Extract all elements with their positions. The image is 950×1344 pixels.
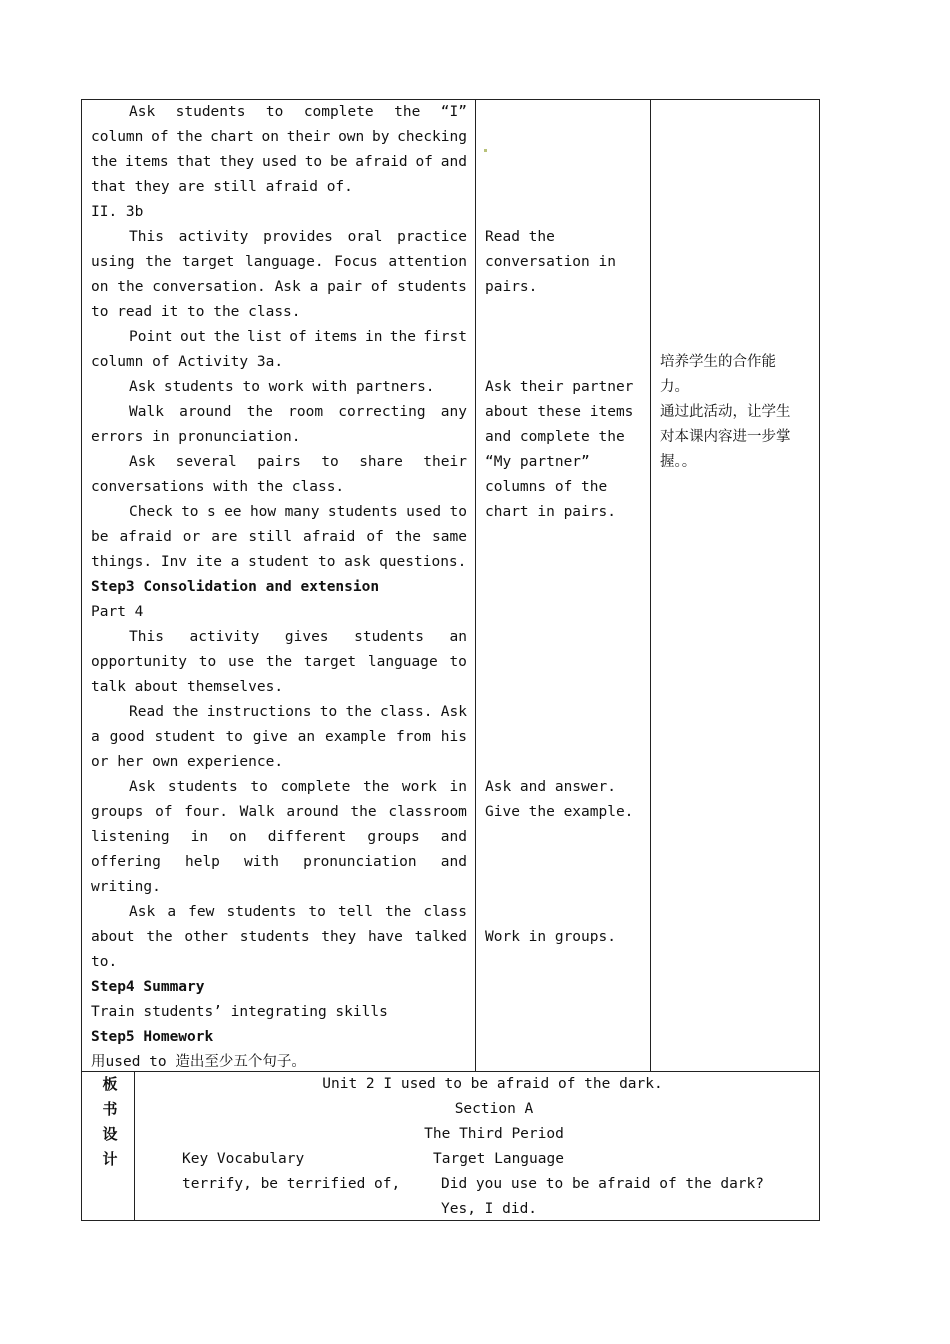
step5-heading: Step5 Homework: [91, 1029, 214, 1045]
language-heading: Target Language: [433, 1151, 564, 1167]
text-line: conversations with the class.: [91, 479, 345, 495]
text-line: Read the: [485, 229, 555, 245]
text-line: errors in pronunciation.: [91, 429, 301, 445]
text-line: offering help with pronunciation and: [91, 854, 467, 870]
text-line: chart in pairs.: [485, 504, 616, 520]
board-period: The Third Period: [424, 1126, 564, 1142]
text-line: This activity gives students an: [129, 629, 467, 645]
text-line: column of the chart on their own by checking: [91, 129, 467, 145]
text-line: that they are still afraid of.: [91, 179, 353, 195]
question-text: Did you use to be afraid of the dark?: [441, 1176, 765, 1192]
text-line: column of Activity 3a.: [91, 354, 284, 370]
text-line: the items that they used to be afraid of and: [91, 154, 467, 170]
text-line: on the conversation. Ask a pair of students: [91, 279, 467, 295]
text-line: a good student to give an example from his: [91, 729, 467, 745]
homework-text: 用used to 造出至少五个句子。: [91, 1054, 306, 1070]
board-label-char: 计: [102, 1150, 118, 1168]
text-line: or her own experience.: [91, 754, 284, 770]
text-line: about the other students they have talked: [91, 929, 467, 945]
stray-mark: [484, 149, 487, 152]
board-label-char: 设: [102, 1125, 118, 1143]
text-line: to.: [91, 954, 118, 970]
text-line: Point out the list of items in the first: [129, 329, 467, 345]
text-line: Ask several pairs to share their: [129, 454, 467, 470]
text-line: Check to s ee how many students used to: [129, 504, 467, 520]
text-line: columns of the: [485, 479, 608, 495]
text-line: things. Inv ite a student to ask questions.: [91, 554, 467, 570]
col-divider-1: [475, 99, 476, 1071]
text-line: talk about themselves.: [91, 679, 284, 695]
text-line: Read the instructions to the class. Ask: [129, 704, 467, 720]
text-line: 对本课内容进一步掌: [660, 429, 791, 445]
board-label-char: 书: [102, 1100, 118, 1118]
board-label-char: 板: [102, 1075, 118, 1093]
step4-heading: Step4 Summary: [91, 979, 205, 995]
step3-heading: Step3 Consolidation and extension: [91, 579, 380, 595]
text-line: groups of four. Walk around the classroom: [91, 804, 467, 820]
text-line: writing.: [91, 879, 161, 895]
text-line: Walk around the room correcting any: [129, 404, 467, 420]
text-line: 握。。: [660, 454, 697, 470]
vocab-heading: Key Vocabulary: [182, 1151, 305, 1167]
text-line: pairs.: [485, 279, 538, 295]
text-line: conversation in: [485, 254, 616, 270]
text-line: using the target language. Focus attention: [91, 254, 467, 270]
text-line: and complete the: [485, 429, 625, 445]
text-line: Ask and answer.: [485, 779, 616, 795]
text-line: Ask students to complete the work in: [129, 779, 467, 795]
vocab-text: terrify, be terrified of,: [182, 1176, 401, 1192]
col-divider-2: [650, 99, 651, 1071]
answer-text: Yes, I did.: [441, 1201, 538, 1217]
text-line: 力。: [660, 379, 689, 395]
summary-text: Train students’ integrating skills: [91, 1004, 388, 1020]
text-line: This activity provides oral practice: [129, 229, 467, 245]
text-line: 培养学生的合作能: [660, 354, 776, 370]
text-line: Work in groups.: [485, 929, 616, 945]
text-line: Ask students to work with partners.: [129, 379, 435, 395]
text-line: Ask a few students to tell the class: [129, 904, 467, 920]
text-line: to read it to the class.: [91, 304, 301, 320]
part4-heading: Part 4: [91, 604, 144, 620]
board-title: Unit 2 I used to be afraid of the dark.: [322, 1076, 663, 1092]
text-line: be afraid or are still afraid of the same: [91, 529, 467, 545]
text-line: Ask their partner: [485, 379, 634, 395]
section-heading: II. 3b: [91, 204, 144, 220]
text-line: listening in on different groups and: [91, 829, 467, 845]
text-line: about these items: [485, 404, 634, 420]
board-section: Section A: [454, 1101, 534, 1117]
text-line: Ask students to complete the “I”: [129, 104, 467, 120]
text-line: opportunity to use the target language to: [91, 654, 467, 670]
text-line: “My partner”: [485, 454, 590, 470]
text-line: Give the example.: [485, 804, 634, 820]
text-line: 通过此活动，让学生: [660, 404, 791, 420]
